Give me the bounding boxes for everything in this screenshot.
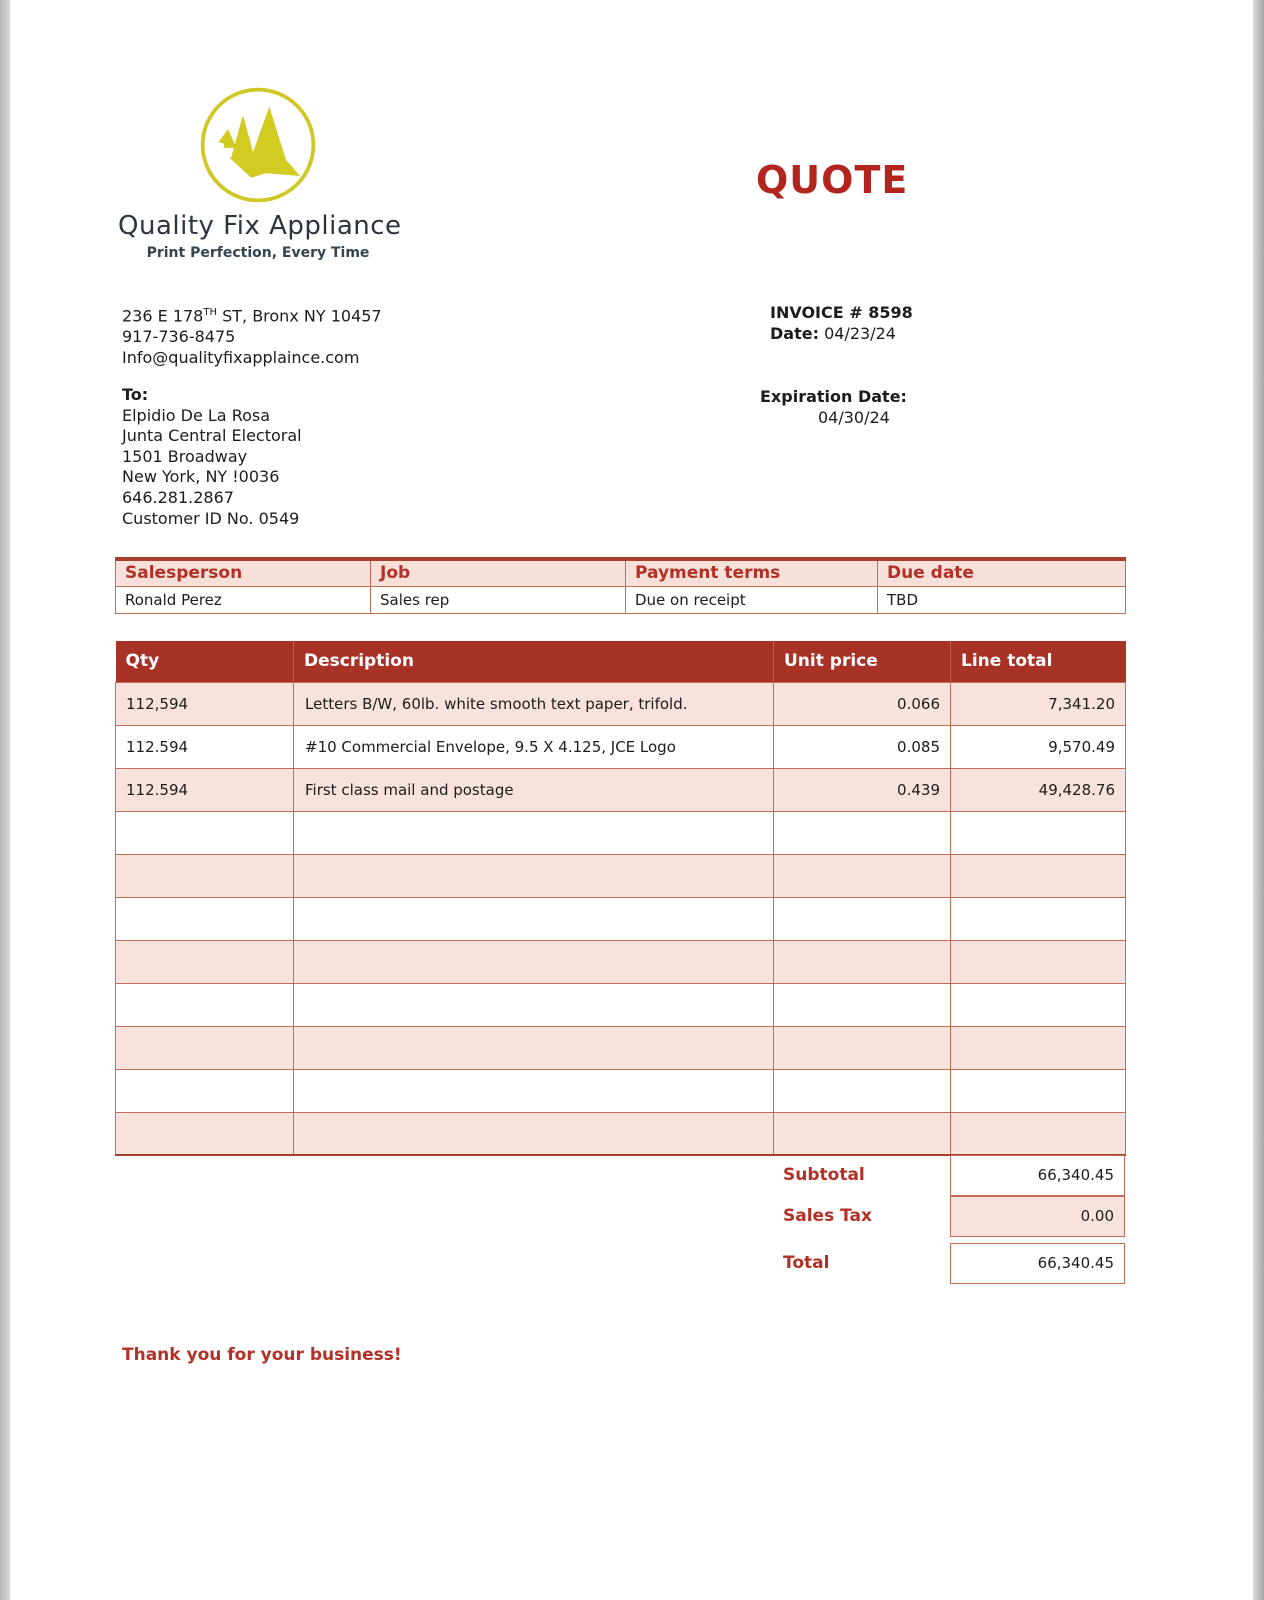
company-email: Info@qualityfixapplaince.com (122, 348, 360, 368)
item-qty: 112,594 (116, 682, 294, 725)
empty-table-row (116, 811, 1126, 854)
empty-table-row (116, 1026, 1126, 1069)
item-unit-price: 0.439 (774, 768, 951, 811)
company-contact-block (122, 302, 382, 368)
recipient-customer-id: Customer ID No. 0549 (122, 508, 300, 528)
expiration-block (760, 386, 907, 428)
origami-crane-logo-icon (197, 84, 319, 206)
line-total-header: Line total (951, 641, 1126, 682)
items-header-row (116, 641, 1126, 682)
unit-price-header: Unit price (774, 641, 951, 682)
sales-tax-label: Sales Tax (783, 1206, 872, 1226)
total-row (115, 1243, 1125, 1284)
item-line-total: 9,570.49 (951, 725, 1126, 768)
total-label: Total (783, 1253, 830, 1273)
due-date-header: Due date (878, 559, 1126, 587)
info-header-row (116, 559, 1126, 587)
expiration-value: 04/30/24 (818, 408, 890, 427)
table-row (116, 768, 1126, 811)
empty-table-row (116, 940, 1126, 983)
invoice-number: INVOICE # 8598 (770, 303, 913, 322)
description-header: Description (294, 641, 774, 682)
job-value: Sales rep (371, 587, 626, 614)
empty-table-row (116, 1112, 1126, 1155)
thank-you-message: Thank you for your business! (122, 1345, 402, 1365)
sales-tax-row (115, 1196, 1125, 1237)
salesperson-value: Ronald Perez (116, 587, 371, 614)
empty-table-row (116, 1069, 1126, 1112)
recipient-org: Junta Central Electoral (122, 426, 302, 446)
job-header: Job (371, 559, 626, 587)
subtotal-label: Subtotal (783, 1165, 865, 1185)
item-description: #10 Commercial Envelope, 9.5 X 4.125, JCE Logo (294, 725, 774, 768)
company-logo-block (118, 84, 402, 261)
invoice-meta-block (770, 302, 913, 344)
subtotal-row (115, 1155, 1125, 1196)
invoice-date: Date: 04/23/24 (770, 324, 896, 343)
item-description: First class mail and postage (294, 768, 774, 811)
empty-table-row (116, 983, 1126, 1026)
info-value-row (116, 587, 1126, 614)
company-name: Quality Fix Appliance (118, 211, 402, 241)
company-address: 236 E 178TH ST, Bronx NY 10457 (122, 306, 382, 326)
recipient-phone: 646.281.2867 (122, 487, 234, 507)
line-items-table (115, 641, 1126, 1156)
sales-tax-value: 0.00 (950, 1196, 1125, 1237)
item-unit-price: 0.085 (774, 725, 951, 768)
page-edge-right (1253, 0, 1264, 1600)
company-tagline: Print Perfection, Every Time (146, 245, 370, 261)
payment-terms-value: Due on receipt (626, 587, 878, 614)
recipient-name: Elpidio De La Rosa (122, 405, 271, 425)
totals-section (115, 1155, 1125, 1284)
subtotal-value: 66,340.45 (950, 1155, 1125, 1196)
total-value: 66,340.45 (950, 1243, 1125, 1284)
item-line-total: 7,341.20 (951, 682, 1126, 725)
item-qty: 112.594 (116, 768, 294, 811)
item-unit-price: 0.066 (774, 682, 951, 725)
item-qty: 112.594 (116, 725, 294, 768)
document-title: QUOTE (756, 158, 909, 202)
salesperson-header: Salesperson (116, 559, 371, 587)
salesperson-info-table (115, 557, 1126, 614)
recipient-block (122, 385, 302, 529)
table-row (116, 725, 1126, 768)
item-line-total: 49,428.76 (951, 768, 1126, 811)
qty-header: Qty (116, 641, 294, 682)
empty-table-row (116, 897, 1126, 940)
page-edge-left (0, 0, 10, 1600)
recipient-heading: To: (122, 385, 149, 404)
due-date-value: TBD (878, 587, 1126, 614)
item-description: Letters B/W, 60lb. white smooth text paper, trifold. (294, 682, 774, 725)
payment-terms-header: Payment terms (626, 559, 878, 587)
recipient-city: New York, NY !0036 (122, 467, 280, 487)
expiration-label: Expiration Date: (760, 387, 907, 406)
table-row (116, 682, 1126, 725)
company-phone: 917-736-8475 (122, 327, 236, 347)
recipient-street: 1501 Broadway (122, 446, 248, 466)
empty-table-row (116, 854, 1126, 897)
